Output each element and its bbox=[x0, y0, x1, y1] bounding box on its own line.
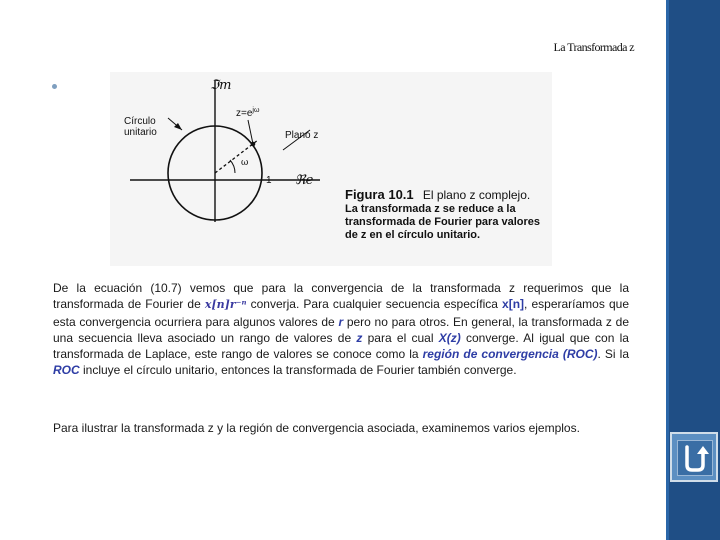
real-axis-label: ℜe bbox=[295, 173, 314, 188]
return-arrow-icon bbox=[678, 441, 712, 475]
math-xn-r-n: x[n]r⁻ⁿ bbox=[204, 298, 247, 312]
figure-caption bbox=[345, 188, 547, 242]
term-z: z bbox=[356, 330, 363, 345]
figure-10-1 bbox=[110, 72, 552, 266]
omega-label: ω bbox=[241, 158, 249, 168]
term-roc: ROC bbox=[53, 363, 80, 378]
circle-label-line1: Círculo bbox=[124, 116, 156, 127]
imag-axis-label: ℑm bbox=[210, 78, 232, 93]
term-roc-full: región de convergencia (ROC) bbox=[422, 347, 598, 362]
term-r: r bbox=[338, 314, 344, 329]
term-xn: x[n] bbox=[502, 297, 525, 312]
plane-label: Plano z bbox=[285, 130, 319, 141]
bullet-dot bbox=[52, 84, 57, 89]
z-equals-label: $z=e^{j\omega}$ bbox=[236, 107, 260, 119]
circle-label-line2: unitario bbox=[124, 127, 157, 138]
term-Xz: X(z) bbox=[438, 330, 461, 345]
slide-title: La Transformada z bbox=[553, 40, 634, 54]
caption-body: La transformada z se reduce a la transformada de Fourier para valores de z en el círculo unitario. bbox=[345, 203, 541, 241]
omega-arc bbox=[230, 160, 235, 173]
caption-title: El plano z complejo. bbox=[422, 188, 531, 202]
caption-label: Figura 10.1 bbox=[345, 187, 414, 202]
return-button[interactable] bbox=[670, 432, 718, 482]
paragraph-convergence: De la ecuación (10.7) vemos que para la convergencia de la transformada z requerimos que la transformada de Fourier de x[n]r⁻ⁿ converja. Para cualquier secuencia específica x[n], esperaríamos que esta convergencia ocurriera para algunos valores de r pero no para otros. En general, la transformada z de una secuencia lleva asociado un rango de valores de z para el cual X(z) converge. Al igual que con la transformada de Laplace, este rango de valores se conoce como la región de convergencia (ROC). Si la ROC incluye el círculo unitario, entonces la transformada de Fourier también converge. bbox=[53, 281, 630, 378]
paragraph-examples: Para ilustrar la transformada z y la región de convergencia asociada, examinemos varios ejemplos. bbox=[53, 421, 580, 435]
one-label: 1 bbox=[266, 175, 272, 186]
